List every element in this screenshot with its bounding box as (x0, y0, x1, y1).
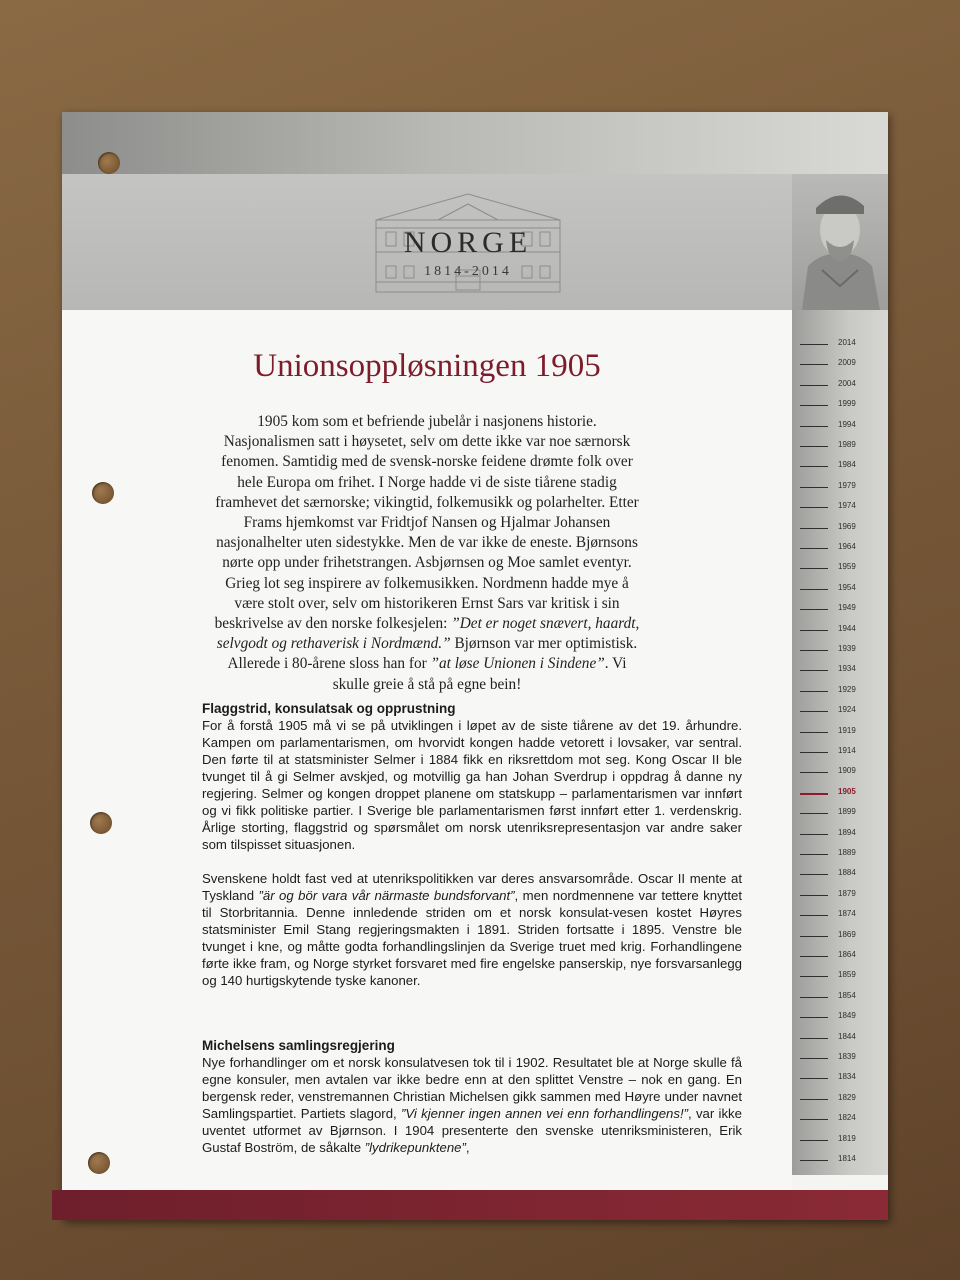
timeline-tick-line (800, 650, 828, 651)
document-page (62, 112, 888, 1220)
timeline-year-label: 1959 (838, 562, 856, 572)
timeline-tick-line (800, 548, 828, 549)
timeline-tick-1924 (800, 705, 880, 717)
timeline-tick-line (800, 589, 828, 590)
timeline-tick-line (800, 936, 828, 937)
timeline-year-label: 1934 (838, 664, 856, 674)
timeline-tick-1974 (800, 501, 880, 513)
timeline-tick-1889 (800, 848, 880, 860)
timeline-tick-line (800, 752, 828, 753)
timeline-year-label: 2009 (838, 358, 856, 368)
timeline-year-label: 1919 (838, 725, 856, 735)
timeline-year-label: 1905 (838, 786, 856, 796)
timeline-year-label: 1979 (838, 480, 856, 490)
timeline-tick-1899 (800, 807, 880, 819)
timeline-year-label: 1944 (838, 623, 856, 633)
timeline-tick-line (800, 834, 828, 835)
section2-paragraph (202, 1054, 742, 1156)
timeline-tick-line (800, 344, 828, 345)
timeline-tick-line (800, 385, 828, 386)
timeline-year-label: 1924 (838, 705, 856, 715)
timeline-tick-1989 (800, 440, 880, 452)
timeline-tick-1874 (800, 909, 880, 921)
timeline-tick-1914 (800, 746, 880, 758)
timeline-year-label: 1884 (838, 868, 856, 878)
timeline-tick-1994 (800, 420, 880, 432)
section1-p2-text-a: Svenskene holdt fast ved at utenrikspolitikken var deres ansvarsområde. Oscar II mente at Tyskland (202, 871, 742, 903)
timeline-tick-1905 (800, 787, 880, 799)
timeline-year-label: 2004 (838, 378, 856, 388)
intro-paragraph (212, 412, 642, 695)
timeline-year-label: 1974 (838, 501, 856, 511)
timeline-tick-1844 (800, 1032, 880, 1044)
timeline-tick-line (800, 1078, 828, 1079)
timeline-year-label: 1964 (838, 542, 856, 551)
timeline-year-label: 1914 (838, 746, 856, 755)
timeline-year-label: 1834 (838, 1072, 856, 1082)
timeline-tick-line (800, 1017, 828, 1018)
timeline-tick-line (800, 691, 828, 692)
timeline-tick-line (800, 364, 828, 365)
timeline-tick-line (800, 793, 828, 795)
timeline-year-label: 1894 (838, 827, 856, 837)
timeline-tick-line (800, 854, 828, 855)
timeline-tick-1869 (800, 930, 880, 942)
timeline-tick-line (800, 446, 828, 447)
timeline-tick-line (800, 507, 828, 508)
timeline-tick-2004 (800, 379, 880, 391)
content-area (62, 310, 792, 1190)
timeline-year-label: 1839 (838, 1052, 856, 1061)
norge-logo (368, 182, 568, 298)
timeline-tick-1829 (800, 1093, 880, 1105)
binder-hole-1 (98, 152, 120, 174)
timeline-year-label: 1969 (838, 521, 856, 531)
timeline-year-label: 1814 (838, 1154, 856, 1163)
timeline-tick-1939 (800, 644, 880, 656)
timeline-tick-1859 (800, 970, 880, 982)
section2-text-a: Nye forhandlinger om et norsk konsulatvesen tok til i 1902. Resultatet ble at Norge skulle få egne konsuler, men avtalen var ikke bedre enn at den splittet Venstre – nok en gang. En bergensk reder, venstremannen Christian Michelsen gikk sammen med Høyre under navnet Samlingspartiet. Partiets slagord, (202, 1055, 742, 1121)
section-flaggstrid (202, 700, 742, 989)
timeline-tick-1884 (800, 868, 880, 880)
timeline-tick-1854 (800, 991, 880, 1003)
page-header (62, 174, 792, 311)
section1-paragraph-1: For å forstå 1905 må vi se på utviklingen i løpet av de siste tiårene av det 19. århundre. Kampen om parlamentarismen, om hvorvidt kongen hadde vetorett i lovsaker, var sentral. Den førte til at statsminister Selmer i 1884 fikk en riksrettdom mot seg. Kong Oscar II ble tvunget til å gi Selmer avskjed, og motvillig ga han Johan Sverdrup i oppdrag å danne ny regjering. Selmer og kongen droppet planene om statskupp – parlamentarismen var innført og vi fikk politiske partier. I Sverige ble parlamentarismen først innført etter 1. verdenskrig. Årlige storting, flaggstrid og spørsmålet om norsk utenriksrepresentasjon var andre saker som tilspisset situasjonen. (202, 718, 742, 852)
section1-p2-quote: ”är og bör vara vår närmaste bundsforvant” (258, 888, 515, 903)
binder-hole-2 (92, 482, 114, 504)
timeline-tick-line (800, 1140, 828, 1141)
timeline-tick-line (800, 1038, 828, 1039)
timeline-tick-line (800, 732, 828, 733)
timeline-tick-line (800, 1099, 828, 1100)
section2-quote-2: ”lydrikepunktene” (364, 1140, 466, 1155)
intro-text-2: Bjørnson var mer optimistisk. Allerede i 80-årene sloss han for (227, 635, 638, 673)
timeline-year-label: 1844 (838, 1031, 856, 1041)
section-michelsen (202, 1037, 742, 1156)
timeline-year-label: 1849 (838, 1011, 856, 1021)
timeline-tick-1909 (800, 766, 880, 778)
timeline-year-label: 1954 (838, 582, 856, 592)
man-portrait-illustration (792, 174, 888, 310)
timeline-tick-line (800, 568, 828, 569)
timeline-year-label: 2014 (838, 338, 856, 347)
timeline-year-label: 1994 (838, 419, 856, 429)
timeline-tick-2014 (800, 338, 880, 350)
timeline-tick-line (800, 956, 828, 957)
timeline-tick-2009 (800, 358, 880, 370)
portrait-image (792, 174, 888, 310)
timeline-tick-1999 (800, 399, 880, 411)
timeline-tick-line (800, 1058, 828, 1059)
timeline-year-label: 1984 (838, 460, 856, 470)
section1-p2-text-b: , men nordmennene var tettere knyttet til Storbritannia. Denne innledende striden om et norsk konsulat-vesen kostet Høyres statsminister Emil Stang regjeringsmakten i 1891. Striden fortsatte i 1895. Venstre ble tvunget i kne, og måtte godta forhandlingslinjen da Sverige truet med krig. Forhandlingene førte ikke fram, og Norge styrket forsvaret med fire engelske panserskip, nye forsvarsanlegg og 140 hurtigskytende tyske kanoner. (202, 888, 742, 988)
intro-text-3: . Vi skulle greie å stå på egne bein! (332, 655, 627, 693)
timeline-tick-line (800, 1160, 828, 1161)
intro-quote-1: ”Det er noget snævert, haardt, selvgodt og rethaverisk i Nordmænd.” (216, 615, 640, 653)
timeline-tick-1949 (800, 603, 880, 615)
timeline-tick-1969 (800, 522, 880, 534)
intro-text-1: 1905 kom som et befriende jubelår i nasjonens historie. Nasjonalismen satt i høysetet, selv om dette ikke var noe særnorsk fenomen. Samtidig med de svensk-norske feidene drømte folk over hele Europa om frihet. I Norge hadde vi de siste tiårene stadig framhevet det særnorske; vikingtid, folkemusikk og polarhelter. Etter Frams hjemkomst var Fridtjof Nansen og Hjalmar Johansen nasjonalhelter uten sidestykke. Men de var ikke de eneste. Bjørnsons nørte opp under frihetstrangen. Asbjørnsen og Moe samlet eventyr. Grieg lot seg inspirere av folkemusikken. Nordmenn hadde mye å være stolt over, selv om historikeren Ernst Sars var kritisk i sin beskrivelse av den norske folkesjelen: (214, 413, 639, 633)
timeline-tick-line (800, 426, 828, 427)
timeline-tick-line (800, 976, 828, 977)
timeline-tick-line (800, 915, 828, 916)
timeline-year-label: 1859 (838, 970, 856, 980)
article-title: Unionsoppløsningen 1905 (253, 348, 601, 384)
timeline-year-label: 1889 (838, 848, 856, 857)
section2-text-b: , var ikke uventet utformet av Bjørnson. I 1904 presenterte den svenske utenriksministeren, Erik Gustaf Boström, de såkalte (202, 1106, 742, 1155)
timeline-year-label: 1949 (838, 603, 856, 613)
timeline-tick-1919 (800, 726, 880, 738)
section2-heading: Michelsens samlingsregjering (202, 1038, 395, 1053)
timeline-tick-1839 (800, 1052, 880, 1064)
timeline-tick-line (800, 609, 828, 610)
timeline-year-label: 1939 (838, 644, 856, 653)
timeline-tick-line (800, 895, 828, 896)
section1-paragraph-2 (202, 870, 742, 989)
timeline-year-label: 1829 (838, 1092, 856, 1102)
timeline-tick-line (800, 405, 828, 406)
timeline-tick-1834 (800, 1072, 880, 1084)
timeline-tick-line (800, 466, 828, 467)
timeline-tick-1824 (800, 1113, 880, 1125)
binder-hole-4 (88, 1152, 110, 1174)
timeline-year-label: 1899 (838, 807, 856, 817)
timeline-year-label: 1824 (838, 1113, 856, 1123)
timeline-tick-line (800, 630, 828, 631)
timeline-year-label: 1874 (838, 909, 856, 919)
timeline-tick-1979 (800, 481, 880, 493)
timeline-tick-1849 (800, 1011, 880, 1023)
timeline-year-label: 1819 (838, 1133, 856, 1143)
timeline-year-label: 1989 (838, 440, 856, 449)
timeline-tick-line (800, 813, 828, 814)
timeline-tick-line (800, 487, 828, 488)
section1-heading: Flaggstrid, konsulatsak og opprustning (202, 701, 456, 716)
timeline-year-label: 1869 (838, 929, 856, 939)
timeline-tick-line (800, 997, 828, 998)
timeline-tick-1944 (800, 624, 880, 636)
binder-hole-3 (90, 812, 112, 834)
timeline-tick-line (800, 874, 828, 875)
timeline-year-label: 1909 (838, 766, 856, 776)
top-gray-band (62, 112, 888, 174)
logo-title: NORGE (403, 226, 533, 259)
timeline-tick-line (800, 772, 828, 773)
logo-years: 1814-2014 (424, 264, 512, 279)
bottom-maroon-band (52, 1190, 888, 1220)
timeline-tick-line (800, 711, 828, 712)
timeline-year-label: 1864 (838, 950, 856, 959)
timeline-tick-line (800, 528, 828, 529)
timeline-tick-1814 (800, 1154, 880, 1166)
timeline-tick-1984 (800, 460, 880, 472)
year-timeline (792, 310, 888, 1175)
timeline-tick-1964 (800, 542, 880, 554)
section2-quote-1: ”Vi kjenner ingen annen vei enn forhandlingens!” (400, 1106, 689, 1121)
timeline-tick-line (800, 670, 828, 671)
timeline-tick-1894 (800, 828, 880, 840)
timeline-tick-line (800, 1119, 828, 1120)
section2-text-c: , (465, 1140, 470, 1155)
intro-quote-2: ”at løse Unionen i Sindene” (430, 655, 605, 673)
timeline-tick-1959 (800, 562, 880, 574)
timeline-tick-1929 (800, 685, 880, 697)
timeline-tick-1879 (800, 889, 880, 901)
timeline-tick-1934 (800, 664, 880, 676)
timeline-year-label: 1854 (838, 990, 856, 1000)
timeline-year-label: 1879 (838, 888, 856, 898)
timeline-year-label: 1999 (838, 399, 856, 409)
timeline-year-label: 1929 (838, 684, 856, 694)
timeline-tick-1819 (800, 1134, 880, 1146)
timeline-tick-1954 (800, 583, 880, 595)
timeline-tick-1864 (800, 950, 880, 962)
